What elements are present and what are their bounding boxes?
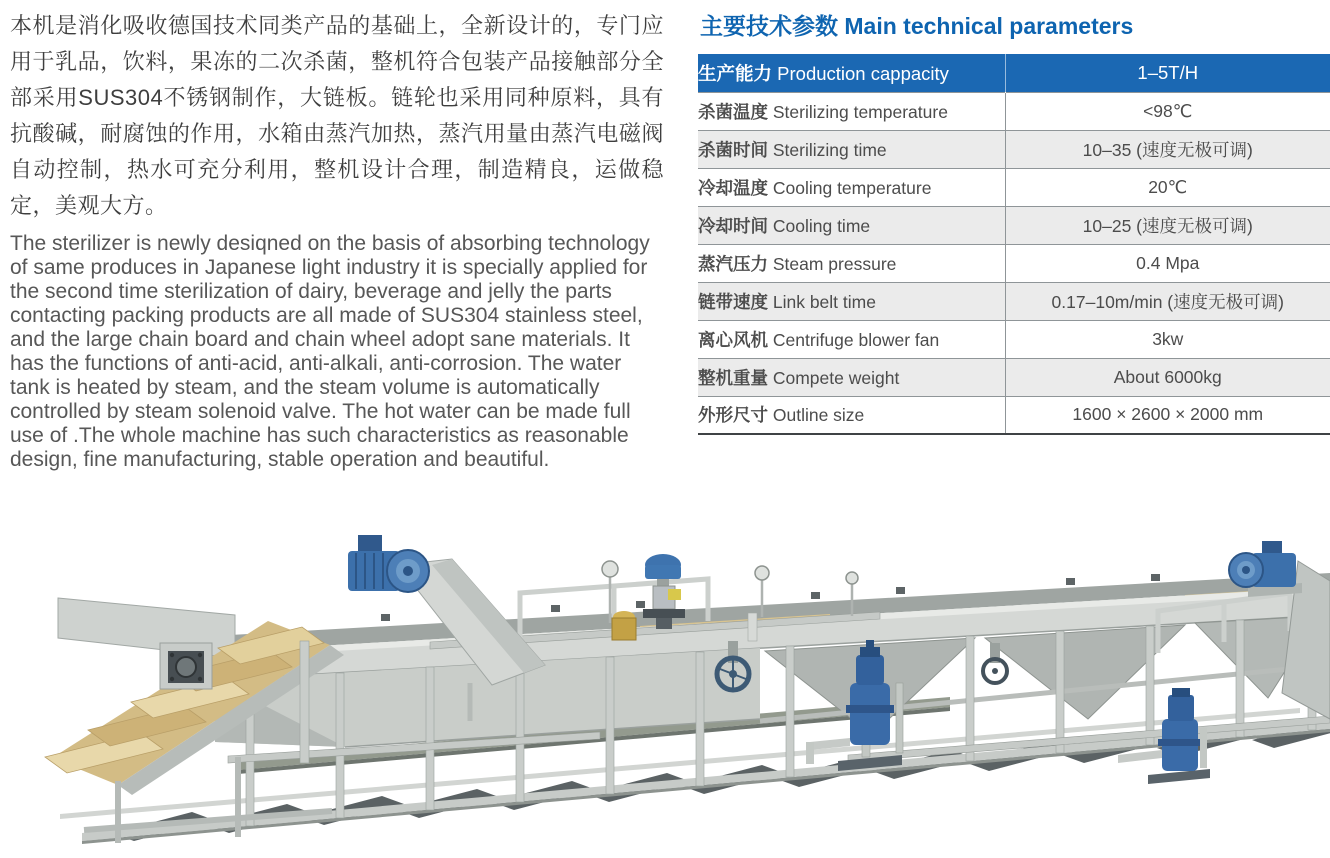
param-value: 10–25 (速度无极可调) [1005, 206, 1330, 244]
machine-photo [0, 523, 1330, 858]
intro-paragraph-zh: 本机是消化吸收德国技术同类产品的基础上，全新设计的，专门应用于乳品，饮料，果冻的二次杀菌，整机符合包装产品接触部分全部采用SUS304不锈钢制作，大链板。链轮也采用同种原料，具有抗酸碱，耐腐蚀的作用，水箱由蒸汽加热，蒸汽用量由蒸汽电磁阀自动控制，热水可充分利用，整机设计合理，制造精良，运做稳定，美观大方。 [10, 13, 664, 218]
param-value: <98℃ [1005, 92, 1330, 130]
param-label: 杀菌温度 Sterilizing temperature [698, 92, 1005, 130]
param-value: 20℃ [1005, 168, 1330, 206]
table-row [698, 282, 1330, 320]
param-label-zh: 离心风机 [698, 329, 768, 350]
param-label: 链带速度 Link belt time [698, 282, 1005, 320]
table-row [698, 130, 1330, 168]
parameters-title [700, 8, 1330, 41]
parameters-section [698, 8, 1330, 435]
param-value: 0.17–10m/min (速度无极可调) [1005, 282, 1330, 320]
table-header-row [698, 54, 1330, 92]
table-row [698, 358, 1330, 396]
param-label: 冷却温度 Cooling temperature [698, 168, 1005, 206]
param-label-zh: 冷却时间 [698, 215, 768, 236]
param-label-zh: 杀菌温度 [698, 101, 768, 122]
param-value: 1600 × 2600 × 2000 mm [1005, 396, 1330, 434]
intro-paragraph-en: The sterilizer is newly desiqned on the basis of absorbing technology of same produces in Japanese light industry it is specially applied for the second time sterilization of dairy, beverage and jelly the parts contacting packing products are all made of SUS304 stainless steel, and the large chain board and chain wheel adopt sane materials. It has the functions of anti-acid, anti-alkali, anti-corrosion. The water tank is heated by steam, and the steam volume is automatically controlled by steam solenoid valve. The hot water can be made full use of .The whole machine has such characteristics as reasonable design, fine manufacturing, stable operation and beautiful. [10, 232, 650, 471]
parameters-table-body [698, 54, 1330, 434]
param-label-zh: 冷却温度 [698, 177, 768, 198]
param-label: 整机重量 Compete weight [698, 358, 1005, 396]
param-label-zh: 链带速度 [698, 291, 768, 312]
param-value: 3kw [1005, 320, 1330, 358]
param-label: 外形尺寸 Outline size [698, 396, 1005, 434]
table-row [698, 320, 1330, 358]
param-value: About 6000kg [1005, 358, 1330, 396]
param-label-zh: 蒸汽压力 [698, 253, 768, 274]
param-label-zh: 整机重量 [698, 367, 768, 388]
table-row [698, 244, 1330, 282]
table-row [698, 92, 1330, 130]
param-value: 10–35 (速度无极可调) [1005, 130, 1330, 168]
table-row [698, 168, 1330, 206]
param-label: 蒸汽压力 Steam pressure [698, 244, 1005, 282]
param-label: 冷却时间 Cooling time [698, 206, 1005, 244]
table-row [698, 396, 1330, 434]
parameters-title-zh: 主要技术参数 [700, 13, 838, 39]
param-label-zh: 杀菌时间 [698, 139, 768, 160]
param-label-zh: 生产能力 [698, 62, 773, 84]
parameters-title-en: Main technical parameters [844, 13, 1134, 39]
parameters-table [698, 54, 1330, 435]
param-label: 离心风机 Centrifuge blower fan [698, 320, 1005, 358]
param-label: 杀菌时间 Sterilizing time [698, 130, 1005, 168]
param-label: 生产能力 Production cappacity [698, 54, 1005, 92]
param-value: 1–5T/H [1137, 61, 1199, 83]
table-row [698, 206, 1330, 244]
param-label-zh: 外形尺寸 [698, 405, 768, 426]
param-value: 0.4 Mpa [1005, 244, 1330, 282]
